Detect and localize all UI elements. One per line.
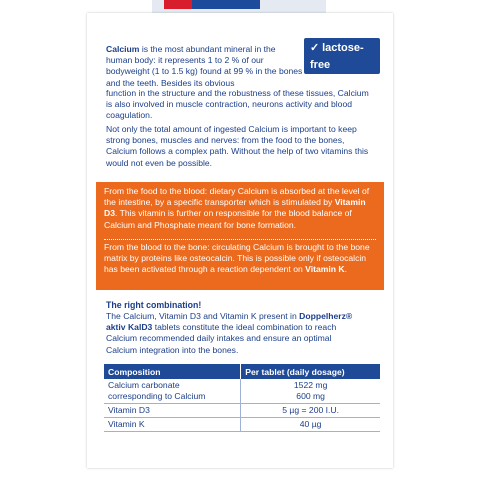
item1-text: From the food to the blood: dietary Calcium is absorbed at the level of the intestine, by a specific transporter which is stimulated by [104, 186, 370, 208]
intro-paragraph [106, 44, 304, 89]
combination-text-a: The Calcium, Vitamin D3 and Vitamin K present in [106, 311, 300, 321]
combination-paragraph [106, 311, 358, 356]
badge-line-lactose [310, 40, 380, 74]
intro-paragraph-continued: function in the structure and the robustness of these tissues, Calcium is also involved in muscle contraction, neurons activity and blood coagulation. [106, 88, 369, 121]
table-row [104, 379, 380, 404]
package-top-logo-strip [152, 0, 326, 13]
blood-to-bone-item [104, 242, 380, 276]
vitamin-explanation-box [96, 182, 384, 290]
row-vitamin-d3-value: 5 µg = 200 I.U. [241, 404, 380, 418]
row-calcium-value: 1522 mg 600 mg [241, 379, 380, 404]
combination-title: The right combination! [106, 300, 202, 310]
header-composition: Composition [104, 364, 241, 379]
intro-lead: Calcium [106, 44, 140, 54]
item2-text-end: . [344, 264, 348, 275]
item2-text: From the blood to the bone: circulating Calcium is brought to the bone matrix by proteins like osteocalcin. This is possible only if osteocalcin has been activated through a reaction dependent on [104, 242, 370, 275]
path-paragraph: Not only the total amount of ingested Calcium is important to keep strong bones, muscles and nerves: from the food to the bones, Calcium follows a complex path. Without the help of two vitamins this would not even be possible. [106, 124, 369, 168]
row-vitamin-d3-name: Vitamin D3 [104, 404, 241, 418]
row-vitamin-k-value: 40 µg [241, 418, 380, 432]
intro-text-1: is the most abundant mineral in the human body: it represents 1 to 2 % of our bodyweight (1 to 1.5 kg) found at 99 % in the bones and the teeth. Besides its obvious [106, 44, 303, 88]
food-to-blood-item [104, 186, 380, 231]
check-icon: ✓ [310, 76, 320, 88]
badge-lactose-label: lactose-free [310, 42, 364, 71]
brand-logo-red-part [164, 0, 192, 9]
box-divider [104, 239, 376, 240]
row-vitamin-k-name: Vitamin K [104, 418, 241, 432]
brand-logo-blue-part [192, 0, 260, 9]
badge-gluten-label: gluten-free [322, 76, 379, 88]
combination-text-b: tablets constitute the ideal combination to reach Calcium recommended daily intakes and ensure an optimal Calcium integration into the bones. [106, 322, 337, 355]
table-row [104, 404, 380, 418]
composition-table [104, 364, 380, 432]
brand-name: Doppelherz® aktiv KalD3 [106, 311, 353, 333]
header-per-tablet: Per tablet (daily dosage) [241, 364, 380, 379]
vitamin-k-highlight: Vitamin K [305, 264, 345, 275]
item1-text-end: . This vitamin is further on responsible for the blood balance of Calcium and Phosphate meant for bone formation. [104, 208, 352, 230]
table-header-row [104, 364, 380, 379]
check-icon: ✓ [310, 42, 320, 54]
row-calcium-name: Calcium carbonate corresponding to Calcium [104, 379, 241, 404]
free-from-badge [304, 38, 380, 88]
vitamin-d3-highlight: Vitamin D3 [104, 197, 366, 219]
table-row [104, 418, 380, 432]
